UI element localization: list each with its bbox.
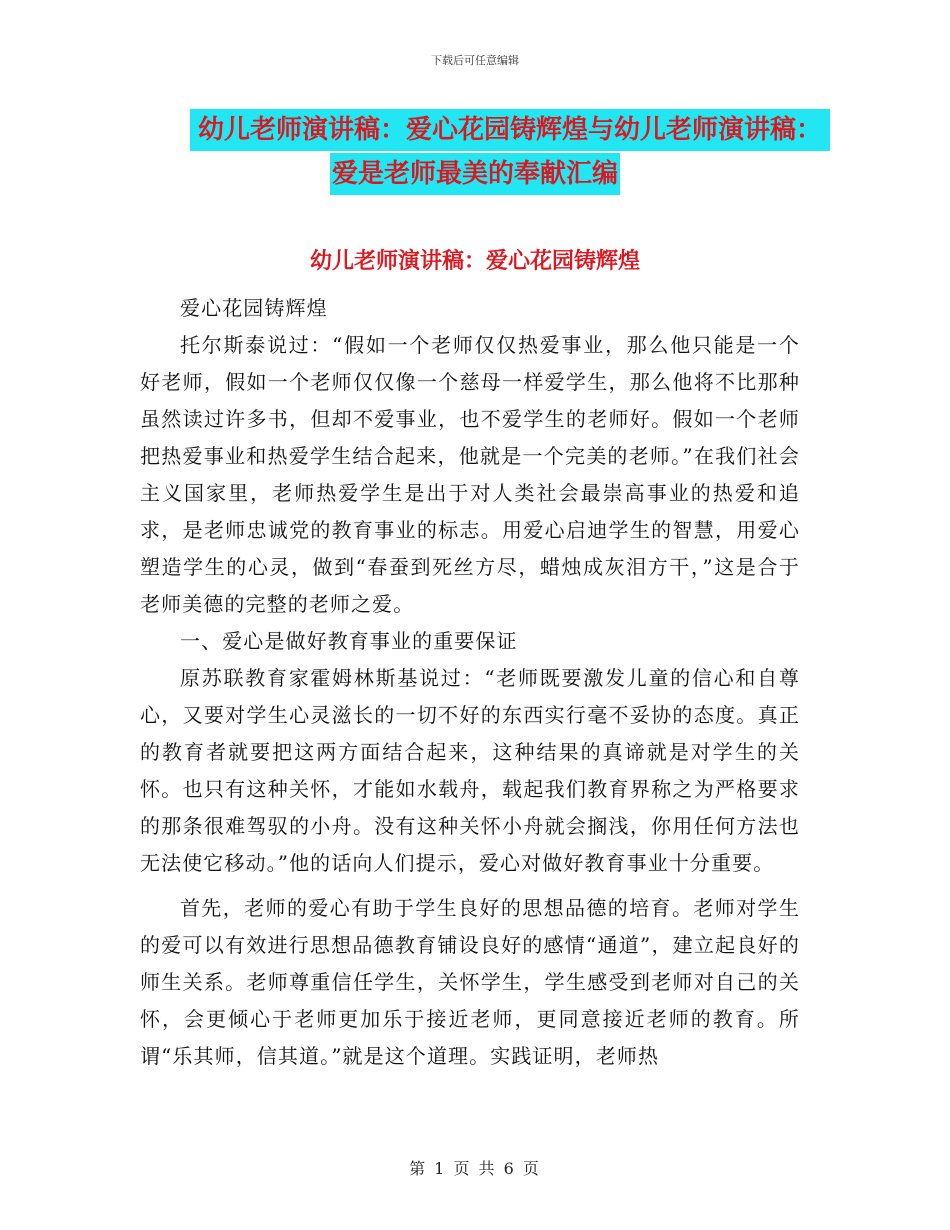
section-title: 幼儿老师演讲稿：爱心花园铸辉煌 — [309, 249, 640, 274]
header-note: 下载后可任意编辑 — [431, 54, 519, 67]
paragraph: 首先，老师的爱心有助于学生良好的思想品德的培育。老师对学生的爱可以有效进行思想品德教育铺设良好的感情“通道”，建立起良好的师生关系。老师尊重信任学生，关怀学生，学生感受到老师对自己的关怀，会更倾心于老师更加乐于接近老师，更同意接近老师的教育。所谓“乐其师，信其道。”就是这个道理。实践证明，老师热 — [140, 896, 800, 1068]
body-text — [140, 290, 800, 1075]
page-footer: 第 1 页 共 6 页 — [409, 1159, 541, 1178]
paragraph: 爱心花园铸辉煌 — [180, 296, 328, 320]
paragraph: 原苏联教育家霍姆林斯基说过：“老师既要激发儿童的信心和自尊心，又要对学生心灵滋长的一切不好的东西实行毫不妥协的态度。真正的教育者就要把这两方面结合起来，这种结果的真谛就是对学生的关怀。也只有这种关怀，才能如水载舟，载起我们教育界称之为严格要求的那条很难驾驭的小舟。没有这种关怀小舟就会搁浅，你用任何方法也无法使它移动。”他的话向人们提示，爱心对做好教育事业十分重要。 — [140, 666, 800, 875]
paragraph: 托尔斯泰说过：“假如一个老师仅仅热爱事业，那么他只能是一个好老师，假如一个老师仅仅像一个慈母一样爱学生，那么他将不比那种虽然读过许多书，但却不爱事业，也不爱学生的老师好。假如一个老师把热爱事业和热爱学生结合起来，他就是一个完美的老师。”在我们社会主义国家里，老师热爱学生是出于对人类社会最崇高事业的热爱和追求，是老师忠诚党的教育事业的标志。用爱心启迪学生的智慧，用爱心塑造学生的心灵，做到“春蚕到死丝方尽，蜡烛成灰泪方干，”这是合于老师美德的完整的老师之爱。 — [140, 333, 800, 616]
paragraph: 一、爱心是做好教育事业的重要保证 — [180, 629, 518, 653]
document-title-line-1: 幼儿老师演讲稿：爱心花园铸辉煌与幼儿老师演讲稿： — [190, 109, 830, 151]
document-title-line-2: 爱是老师最美的奉献汇编 — [330, 153, 620, 195]
